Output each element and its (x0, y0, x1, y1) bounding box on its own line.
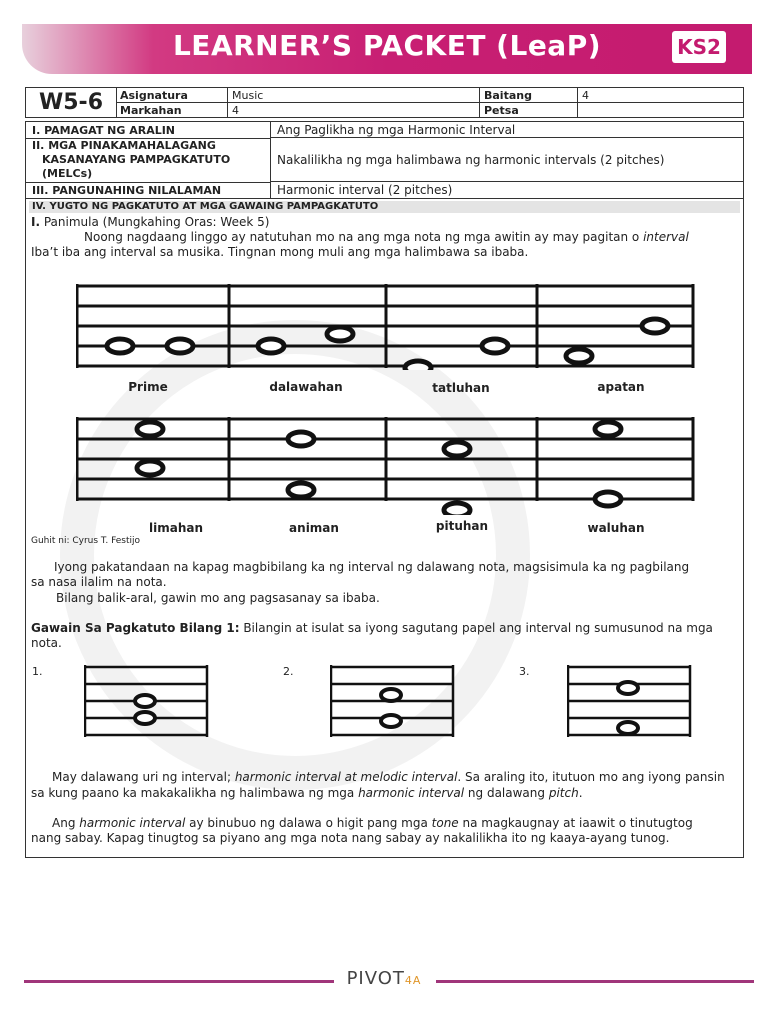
note (288, 483, 314, 497)
markahan-value: 4 (228, 102, 480, 117)
types-text-d: ng dalawang (464, 786, 549, 800)
pamagat-label: I. PAMAGAT NG ARALIN (32, 124, 176, 137)
lesson-info-table (25, 121, 744, 199)
interval-label: animan (289, 521, 339, 535)
note (258, 339, 284, 353)
note (482, 339, 508, 353)
petsa-label: Petsa (480, 102, 578, 117)
note (135, 695, 155, 707)
gawain-instruction: Bilangin at isulat sa iyong sagutang papel ang interval ng sumusunod na mga (239, 621, 713, 635)
note (444, 442, 470, 456)
def-em-2: tone (431, 816, 459, 830)
gawain-instruction-cont: nota. (31, 636, 62, 650)
staff-lines-1 (76, 284, 694, 368)
interval-label: apatan (597, 380, 645, 394)
interval-term: interval (643, 230, 689, 244)
review-instruction: Bilang balik-aral, gawin mo ang pagsasanay sa ibaba. (56, 591, 380, 605)
interval-label: Prime (128, 380, 168, 394)
melcs-label-1: II. MGA PINAKAMAHALAGANG (32, 139, 216, 152)
staff-row-1 (76, 284, 696, 370)
note (327, 327, 353, 341)
def-text-d: nang sabay. Kapag tinugtog sa piyano ang mga nota nang sabay ay nakalilikha ito ng kaaya-ayang tunog. (31, 831, 670, 845)
def-em-1: harmonic interval (79, 816, 186, 830)
interval-label: pituhan (435, 519, 489, 533)
note (137, 422, 163, 436)
note (595, 422, 621, 436)
reminder-line-2: sa nasa ilalim na nota. (31, 575, 167, 589)
note (137, 461, 163, 475)
types-em-3: pitch (548, 786, 579, 800)
melcs-label-2: KASANAYANG PAMPAGKATUTO (42, 153, 231, 166)
def-text-b: ay binubuo ng dalawa o higit pang mga (185, 816, 432, 830)
note (618, 682, 638, 694)
note (566, 349, 592, 363)
types-text-a: May dalawang uri ng interval; (52, 770, 235, 784)
exercise-staff-2 (330, 665, 456, 741)
note (288, 432, 314, 446)
baitang-value: 4 (582, 89, 589, 102)
types-em-1: harmonic interval at melodic interval (234, 770, 458, 784)
exercise-staff-1 (84, 665, 210, 741)
note (642, 319, 668, 333)
interval-label: limahan (148, 521, 203, 535)
note (381, 689, 401, 701)
intro-paragraph-2: Iba’t iba ang interval sa musika. Tingnan mong muli ang mga halimbawa sa ibaba. (31, 245, 529, 259)
melcs-label-3: (MELCs) (42, 167, 93, 180)
exercise-staff-3 (567, 665, 693, 741)
ks2-badge: KS2 (672, 31, 726, 63)
exercise-number: 1. (32, 665, 43, 678)
header-table (25, 87, 744, 118)
illustration-credit: Guhit ni: Cyrus T. Festijo (31, 536, 141, 546)
intro-paragraph-1: Noong nagdaang linggo ay natutuhan mo na ang mga nota ng mga awitin ay may pagitan o (84, 230, 644, 244)
header-banner (22, 24, 752, 74)
note (444, 503, 470, 515)
types-text-e: . (578, 786, 583, 800)
baitang-label: Baitang (480, 88, 578, 103)
types-text-b: . Sa araling ito, itutuon mo ang iyong pansin (457, 770, 725, 784)
note (107, 339, 133, 353)
markahan-label: Markahan (116, 102, 228, 117)
staff-row-2 (76, 415, 696, 515)
lesson-section (25, 198, 744, 858)
note (381, 715, 401, 727)
def-text-a: Ang (52, 816, 80, 830)
section-heading: IV. YUGTO NG PAGKATUTO AT MGA GAWAING PAMPAGKATUTO (29, 201, 740, 213)
types-text-c: sa kung paano ka makakalikha ng halimbawa ng mga (31, 786, 359, 800)
panimula-number: I. (31, 215, 41, 229)
note (618, 722, 638, 734)
asignatura-label: Asignatura (116, 88, 228, 103)
melcs-value: Nakalilikha ng mga halimbawa ng harmonic intervals (2 pitches) (270, 138, 743, 182)
nilalaman-value: Harmonic interval (2 pitches) (270, 182, 743, 198)
nilalaman-label: III. PANGUNAHING NILALAMAN (32, 184, 222, 197)
def-text-c: na magkaugnay at iaawit o tinutugtog (458, 816, 693, 830)
note (167, 339, 193, 353)
note (405, 361, 431, 370)
gawain-label: Gawain Sa Pagkatuto Bilang 1: (31, 621, 240, 635)
packet-title: LEARNER’S PACKET (LeaP) (172, 29, 602, 62)
interval-label: dalawahan (269, 380, 343, 394)
types-em-2: harmonic interval (358, 786, 465, 800)
exercise-number: 2. (283, 665, 294, 678)
petsa-value (578, 102, 743, 117)
panimula-title: Panimula (Mungkahing Oras: Week 5) (40, 215, 270, 229)
week-code: W5-6 (26, 88, 117, 117)
reminder-line-1: Iyong pakatandaan na kapag magbibilang ka ng interval ng dalawang nota, magsisimula ka ng pagbilang (54, 560, 690, 574)
pivot-logo: PIVOT4A (346, 968, 422, 989)
asignatura-value: Music (228, 88, 480, 103)
notes-row-2 (137, 422, 621, 515)
pamagat-value: Ang Paglikha ng mga Harmonic Interval (270, 122, 743, 138)
interval-label: tatluhan (432, 381, 490, 395)
exercise-number: 3. (519, 665, 530, 678)
interval-label: waluhan (587, 521, 645, 535)
note (595, 492, 621, 506)
note (135, 712, 155, 724)
